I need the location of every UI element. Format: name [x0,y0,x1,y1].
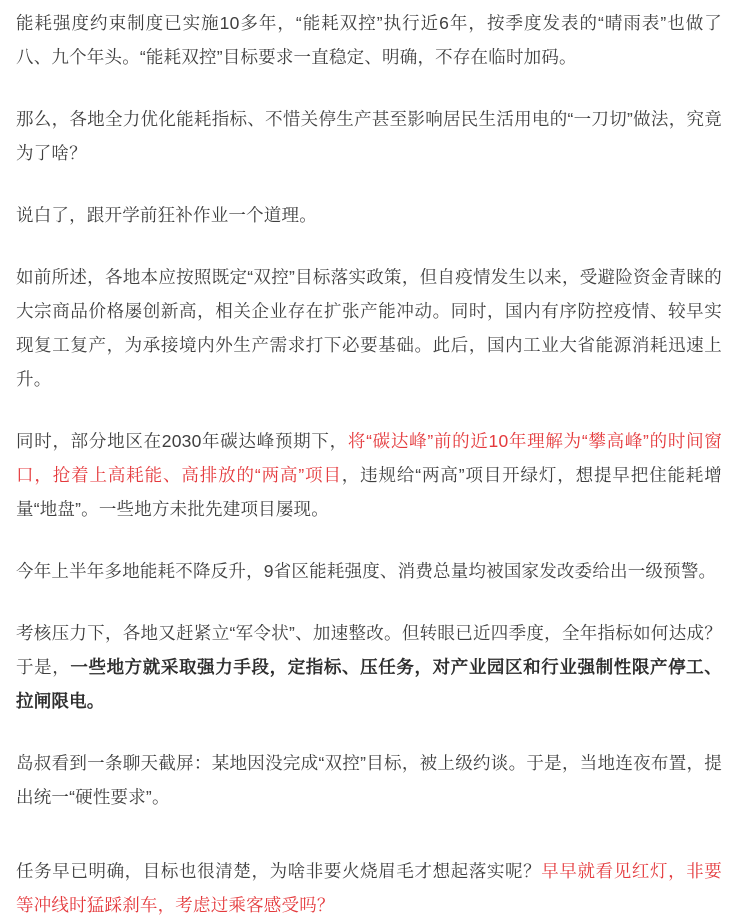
paragraph [16,6,722,74]
text-run: 今年上半年多地能耗不降反升，9省区能耗强度、消费总量均被国家发改委给出一级预警。 [16,561,717,581]
text-run: 能耗强度约束制度已实施10多年，“能耗双控”执行近6年，按季度发表的“晴雨表”也做了八、九个年头。“能耗双控”目标要求一直稳定、明确，不存在临时加码。 [16,13,722,67]
text-run: 任务早已明确，目标也很清楚，为啥非要火烧眉毛才想起落实呢？ [16,861,542,881]
text-run: 同时，部分地区在2030年碳达峰预期下， [16,431,348,451]
text-run: 岛叔看到一条聊天截屏：某地因没完成“双控”目标，被上级约谈。于是，当地连夜布置，提出统一“硬性要求”。 [16,753,722,807]
text-run-emphasis-bold: 一些地方就采取强力手段，定指标、压任务，对产业园区和行业强制性限产停工、拉闸限电。 [16,657,722,711]
paragraph [16,554,722,588]
paragraph-with-bold [16,616,722,718]
paragraph-highlighted [16,854,722,922]
text-run: ，违规给“两高”项目开绿灯，想提早把住能耗增量“地盘”。一些地方未批先建项目屡现。 [16,465,722,519]
paragraph [16,746,722,814]
text-run: 那么，各地全力优化能耗指标、不惜关停生产甚至影响居民生活用电的“一刀切”做法，究竟为了啥？ [16,109,722,163]
text-run-emphasis-red: 早早就看见红灯，非要等冲线时猛踩刹车，考虑过乘客感受吗？ [16,861,722,915]
paragraph [16,102,722,170]
text-run-emphasis-red: 将“碳达峰”前的近10年理解为“攀高峰”的时间窗口，抢着上高耗能、高排放的“两高”项目 [16,431,722,485]
text-run: 如前所述，各地本应按照既定“双控”目标落实政策，但自疫情发生以来，受避险资金青睐的大宗商品价格屡创新高，相关企业存在扩张产能冲动。同时，国内有序防控疫情、较早实现复工复产，为承接境内外生产需求打下必要基础。此后，国内工业大省能源消耗迅速上升。 [16,267,722,389]
paragraph [16,260,722,396]
paragraph-highlighted [16,424,722,526]
text-run: 说白了，跟开学前狂补作业一个道理。 [16,205,317,225]
text-run: 考核压力下，各地又赶紧立“军令状”、加速整改。但转眼已近四季度，全年指标如何达成？于是， [16,623,722,677]
paragraph [16,198,722,232]
